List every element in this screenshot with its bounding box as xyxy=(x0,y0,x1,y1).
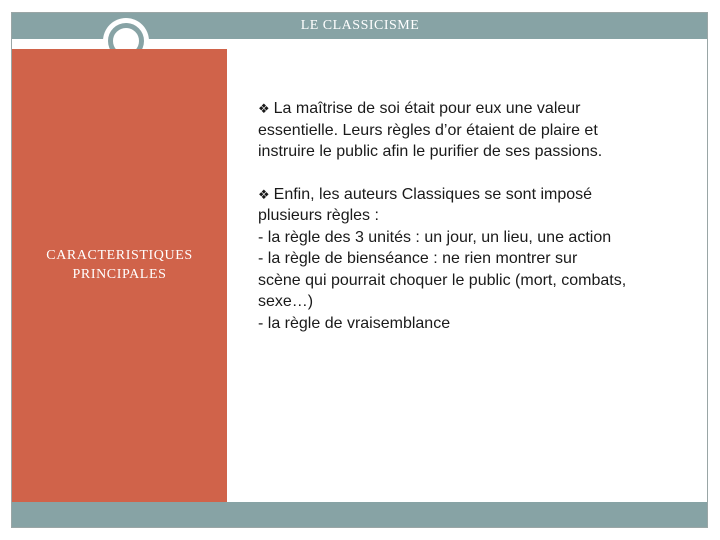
paragraph-2 xyxy=(258,184,688,335)
text-line: - la règle des 3 unités : un jour, un lieu, une action xyxy=(258,228,612,246)
diamond-bullet-icon: ❖ xyxy=(258,186,270,202)
footer-bar xyxy=(12,502,707,527)
text-line-content: Enfin, les auteurs Classiques se sont imposé xyxy=(273,185,593,203)
text-line: scène qui pourrait choquer le public (mort, combats, xyxy=(258,271,627,289)
content-area xyxy=(258,98,688,355)
text-line: - la règle de vraisemblance xyxy=(258,314,451,332)
text-line xyxy=(258,98,688,120)
sidebar-label xyxy=(12,246,227,284)
slide-title: LE CLASSICISME xyxy=(300,18,420,33)
paragraph-1 xyxy=(258,98,688,163)
text-line: instruire le public afin le purifier de ses passions. xyxy=(258,143,603,160)
text-line: - la règle de bienséance : ne rien montrer sur xyxy=(258,250,578,267)
sidebar-label-line: CARACTERISTIQUES xyxy=(46,248,193,263)
text-line: essentielle. Leurs règles d’or étaient de plaire et xyxy=(258,121,598,139)
text-line-content: La maîtrise de soi était pour eux une valeur xyxy=(273,100,581,117)
text-line: plusieurs règles : xyxy=(258,207,379,224)
text-line: sexe…) xyxy=(258,293,314,310)
text-line xyxy=(258,184,688,206)
sidebar-label-line: PRINCIPALES xyxy=(72,267,167,282)
diamond-bullet-icon: ❖ xyxy=(258,101,270,116)
